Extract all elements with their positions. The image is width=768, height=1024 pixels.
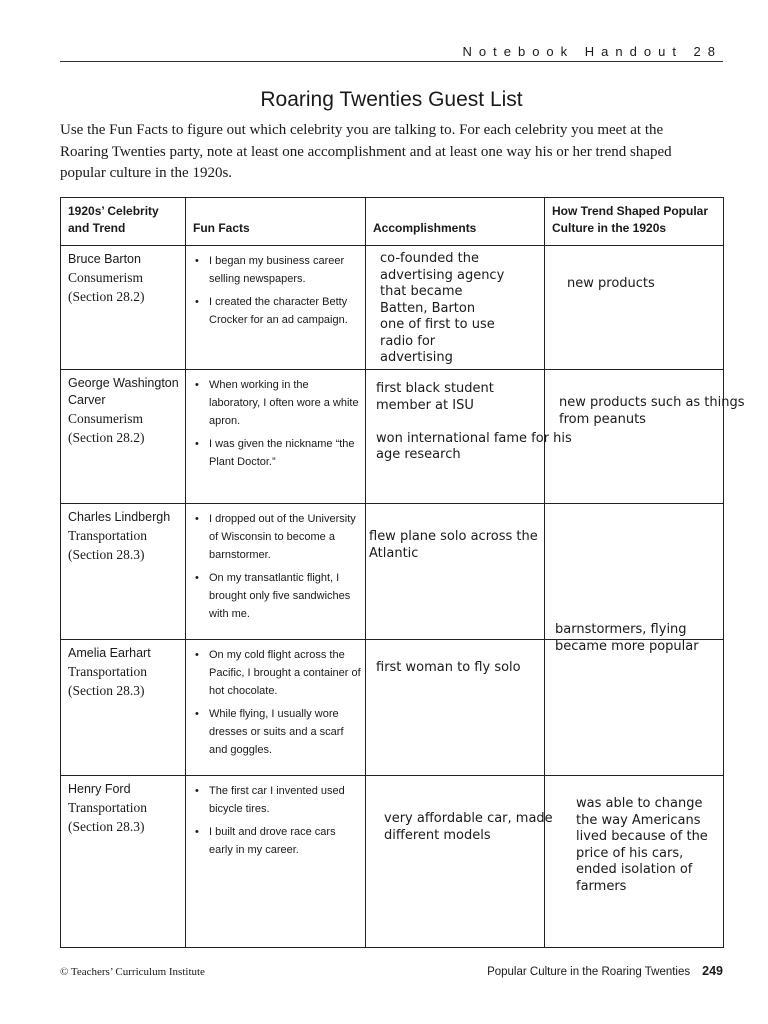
fun-fact: • I built and drove race cars early in my career. (195, 826, 336, 856)
celebrity-name: Amelia Earhart (68, 646, 151, 660)
guest-list-table (60, 197, 745, 948)
accomplishments-cell[interactable] (366, 776, 553, 948)
celebrity-name: George Washington Carver (68, 376, 179, 407)
culture-cell[interactable] (545, 776, 724, 948)
culture-cell[interactable] (545, 640, 724, 776)
celebrity-name: Henry Ford (68, 782, 131, 796)
accomplishments-cell[interactable] (366, 246, 545, 370)
header-fun-facts: Fun Facts (186, 198, 366, 246)
celebrity-cell (61, 370, 186, 504)
accomplishments-cell[interactable] (366, 640, 545, 776)
celebrity-trend: Transportation (68, 800, 148, 815)
culture-cell[interactable] (545, 504, 724, 654)
table-row (61, 370, 724, 504)
celebrity-name: Charles Lindbergh (68, 510, 171, 524)
header-celebrity: 1920s’ Celebrity and Trend (61, 198, 186, 246)
accomplishments-text: very affordable car, made different models (384, 811, 553, 843)
fun-fact: • When working in the laboratory, I often wore a white apron. (195, 379, 359, 427)
copyright-notice: © Teachers’ Curriculum Institute (60, 966, 205, 978)
celebrity-trend: Transportation (68, 528, 148, 543)
celebrity-cell (61, 640, 186, 776)
fun-facts-cell (186, 246, 366, 370)
fun-fact: • While flying, I usually wore dresses or suits and a scarf and goggles. (195, 708, 344, 756)
culture-cell[interactable] (545, 370, 745, 504)
handout-label: Notebook Handout 28 (462, 44, 722, 59)
page-number: 249 (702, 964, 723, 978)
celebrity-section: (Section 28.3) (68, 819, 145, 834)
header-culture: How Trend Shaped Popular Culture in the 1920s (545, 198, 724, 246)
accomplishments-text: flew plane solo across the Atlantic (369, 529, 538, 561)
fun-fact: • On my cold flight across the Pacific, I brought a container of hot chocolate. (195, 649, 361, 697)
header-accomplishments: Accomplishments (366, 198, 545, 246)
fun-fact: • I created the character Betty Crocker for an ad campaign. (195, 296, 348, 326)
culture-text: barnstormers, flying became more popular (555, 622, 699, 654)
culture-text: was able to change the way Americans lived because of the price of his cars, ended isolation of farmers (576, 796, 708, 894)
fun-fact: • I was given the nickname “the Plant Doctor.” (195, 438, 355, 468)
fun-fact: • On my transatlantic flight, I brought only five sandwiches with me. (195, 572, 351, 620)
culture-text: new products (567, 276, 655, 291)
celebrity-section: (Section 28.3) (68, 683, 145, 698)
celebrity-trend: Consumerism (68, 411, 144, 426)
accomplishments-cell[interactable] (366, 504, 545, 640)
table-row (61, 504, 724, 640)
accomplishments-text: first woman to fly solo (376, 660, 521, 675)
accomplishments-text: co-founded the advertising agency that became Batten, Barton one of first to use radio for advertising (380, 251, 505, 365)
fun-facts-cell (186, 504, 366, 640)
celebrity-section: (Section 28.2) (68, 289, 145, 304)
culture-text: new products such as things from peanuts (559, 395, 745, 427)
celebrity-trend: Consumerism (68, 270, 144, 285)
accomplishments-cell[interactable] (366, 370, 572, 504)
accomplishments-text: first black student member at ISU won international fame for his age research (376, 381, 572, 462)
fun-fact: • I dropped out of the University of Wisconsin to become a barnstormer. (195, 513, 356, 561)
table-row (61, 776, 724, 948)
chapter-title: Popular Culture in the Roaring Twenties (487, 966, 691, 978)
instructions: Use the Fun Facts to figure out which celebrity you are talking to. For each celebrity you meet at the Roaring Twenties party, note at least one accomplishment and at least one way his or her trend shaped popular culture in the 1920s. (60, 122, 672, 181)
table-header-row (61, 198, 724, 246)
page-footer (487, 964, 723, 978)
celebrity-cell (61, 504, 186, 640)
fun-facts-cell (186, 640, 366, 776)
culture-cell[interactable] (545, 246, 724, 370)
fun-facts-cell (186, 776, 366, 948)
celebrity-section: (Section 28.3) (68, 547, 145, 562)
celebrity-cell (61, 776, 186, 948)
celebrity-section: (Section 28.2) (68, 430, 145, 445)
celebrity-name: Bruce Barton (68, 252, 141, 266)
page-title: Roaring Twenties Guest List (260, 88, 523, 111)
fun-facts-cell (186, 370, 366, 504)
fun-fact: • The first car I invented used bicycle tires. (195, 785, 345, 815)
fun-fact: • I began my business career selling newspapers. (195, 255, 345, 285)
celebrity-cell (61, 246, 186, 370)
table-row (61, 246, 724, 370)
celebrity-trend: Transportation (68, 664, 148, 679)
header-divider (60, 61, 723, 62)
table-row (61, 640, 724, 776)
